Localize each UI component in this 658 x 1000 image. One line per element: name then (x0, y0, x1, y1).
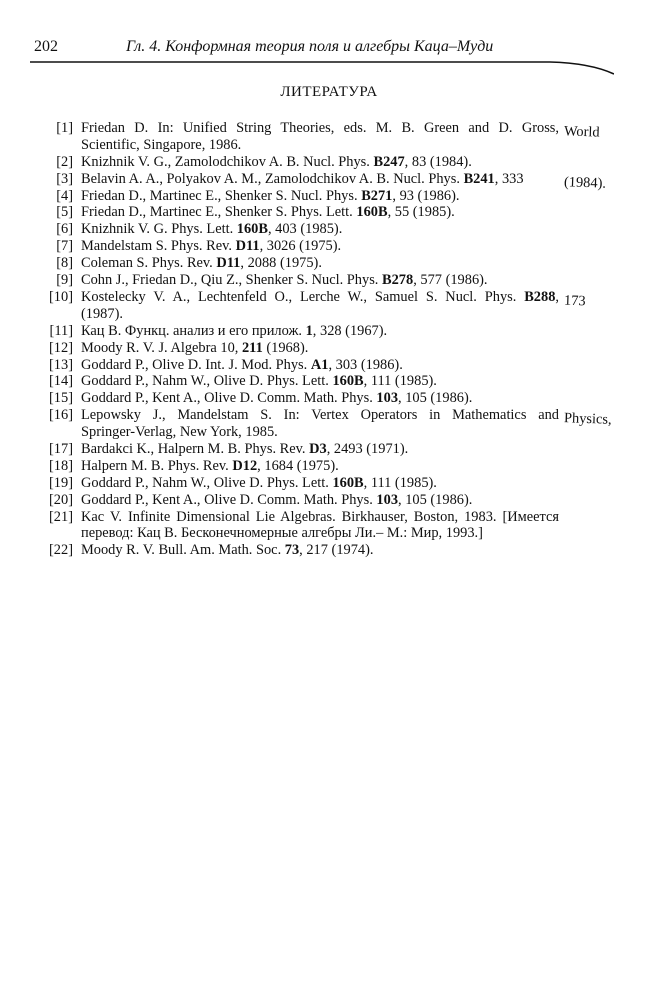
margin-overflow-text: (1984). (563, 173, 607, 192)
reference-line: Goddard P., Kent A., Olive D. Comm. Math. Phys. 103, 105 (1986). (81, 390, 473, 407)
reference-item (0, 188, 658, 205)
reference-item (0, 170, 658, 192)
reference-item (0, 441, 658, 458)
reference-number: [12] (49, 339, 73, 356)
margin-overflow-text: Physics, (563, 410, 612, 428)
reference-number: [18] (49, 457, 73, 474)
reference-text (81, 204, 559, 221)
reference-number: [13] (49, 356, 73, 373)
reference-item (0, 154, 658, 171)
reference-item (0, 373, 658, 390)
reference-number: [16] (49, 407, 73, 424)
reference-text (81, 373, 559, 390)
reference-line: Kostelecky V. A., Lechtenfeld O., Lerche W., Samuel S. Nucl. Phys. B288, (81, 288, 559, 305)
reference-text (81, 340, 559, 357)
reference-line: Friedan D., Martinec E., Shenker S. Nucl. Phys. B271, 93 (1986). (81, 187, 460, 204)
reference-list (0, 120, 658, 559)
reference-number: [7] (56, 238, 73, 255)
reference-text (81, 509, 559, 543)
reference-number: [8] (56, 255, 73, 272)
reference-item (0, 340, 658, 357)
reference-number: [1] (56, 120, 73, 136)
margin-overflow-text: World (563, 123, 600, 141)
reference-number: [20] (49, 491, 73, 508)
reference-text (81, 542, 559, 559)
reference-text (81, 188, 559, 205)
reference-line: Кац В. Функц. анализ и его прилож. 1, 328 (1967). (81, 322, 388, 339)
reference-text (81, 390, 559, 407)
reference-text (81, 272, 559, 289)
reference-text (81, 154, 559, 171)
reference-line: Moody R. V. Bull. Am. Math. Soc. 73, 217 (1974). (81, 542, 374, 559)
reference-text (81, 357, 559, 374)
reference-item (0, 323, 658, 340)
reference-item (0, 458, 658, 475)
reference-line: Goddard P., Nahm W., Olive D. Phys. Lett. 160B, 111 (1985). (81, 474, 437, 491)
reference-text (81, 171, 559, 188)
reference-item (0, 272, 658, 289)
reference-number: [22] (49, 542, 73, 559)
reference-number: [11] (49, 322, 73, 339)
reference-line: Moody R. V. J. Algebra 10, 211 (1968). (81, 339, 309, 356)
reference-item (0, 407, 658, 441)
reference-line: Coleman S. Phys. Rev. D11, 2088 (1975). (81, 255, 322, 272)
reference-line: Belavin A. A., Polyakov A. M., Zamolodchikov A. B. Nucl. Phys. B241, 333 (81, 170, 524, 187)
reference-text (81, 458, 559, 475)
reference-text (81, 475, 559, 492)
reference-item (0, 509, 658, 543)
reference-text (81, 289, 559, 323)
reference-item (0, 492, 658, 509)
reference-line: Friedan D. In: Unified String Theories, eds. M. B. Green and D. Gross, (81, 120, 559, 136)
reference-line: (1987). (81, 305, 123, 322)
reference-text (81, 407, 559, 441)
reference-line: Goddard P., Nahm W., Olive D. Phys. Lett. 160B, 111 (1985). (81, 373, 437, 390)
reference-number: [3] (56, 170, 73, 187)
section-title: ЛИТЕРАТУРА (280, 84, 378, 100)
reference-line: перевод: Кац В. Бесконечномерные алгебры Ли.– М.: Мир, 1993.] (81, 525, 483, 542)
reference-item (0, 238, 658, 255)
reference-text (81, 255, 559, 272)
reference-line: Goddard P., Olive D. Int. J. Mod. Phys. A1, 303 (1986). (81, 356, 403, 373)
reference-line: Mandelstam S. Phys. Rev. D11, 3026 (1975). (81, 238, 342, 255)
reference-text (81, 323, 559, 340)
reference-item (0, 542, 658, 559)
reference-line: Knizhnik V. G., Zamolodchikov A. B. Nucl. Phys. B247, 83 (1984). (81, 153, 472, 170)
page-number: 202 (34, 38, 58, 55)
reference-item (0, 289, 658, 323)
margin-overflow-text: 173 (563, 292, 586, 310)
reference-text (81, 238, 559, 255)
reference-number: [6] (56, 221, 73, 238)
reference-number: [21] (49, 508, 73, 525)
reference-item (0, 390, 658, 407)
running-head: Гл. 4. Конформная теория поля и алгебры Каца–Муди (126, 38, 494, 55)
reference-number: [2] (56, 153, 73, 170)
reference-number: [9] (56, 272, 73, 289)
reference-text (81, 120, 559, 154)
reference-item (0, 475, 658, 492)
reference-line: Halpern M. B. Phys. Rev. D12, 1684 (1975). (81, 457, 339, 474)
reference-number: [4] (56, 187, 73, 204)
reference-line: Knizhnik V. G. Phys. Lett. 160B, 403 (1985). (81, 221, 343, 238)
reference-line: Goddard P., Kent A., Olive D. Comm. Math. Phys. 103, 105 (1986). (81, 491, 473, 508)
reference-text (81, 441, 559, 458)
reference-text (81, 221, 559, 238)
reference-item (0, 357, 658, 374)
header-rule (30, 58, 614, 78)
reference-line: Cohn J., Friedan D., Qiu Z., Shenker S. Nucl. Phys. B278, 577 (1986). (81, 272, 488, 289)
reference-line: Friedan D., Martinec E., Shenker S. Phys. Lett. 160B, 55 (1985). (81, 204, 455, 221)
reference-number: [17] (49, 440, 73, 457)
reference-item (0, 120, 658, 154)
reference-line: Kac V. Infinite Dimensional Lie Algebras. Birkhauser, Boston, 1983. [Имеется (81, 508, 559, 525)
reference-number: [15] (49, 390, 73, 407)
reference-item (0, 221, 658, 238)
reference-line: Bardakci K., Halpern M. B. Phys. Rev. D3, 2493 (1971). (81, 440, 409, 457)
reference-number: [5] (56, 204, 73, 221)
reference-item (0, 204, 658, 221)
reference-number: [19] (49, 474, 73, 491)
reference-item (0, 255, 658, 272)
reference-number: [10] (49, 288, 73, 305)
reference-line: Scientific, Singapore, 1986. (81, 136, 242, 153)
reference-line: Springer-Verlag, New York, 1985. (81, 424, 278, 441)
reference-number: [14] (49, 373, 73, 390)
reference-text (81, 492, 559, 509)
reference-line: Lepowsky J., Mandelstam S. In: Vertex Operators in Mathematics and (81, 407, 559, 424)
